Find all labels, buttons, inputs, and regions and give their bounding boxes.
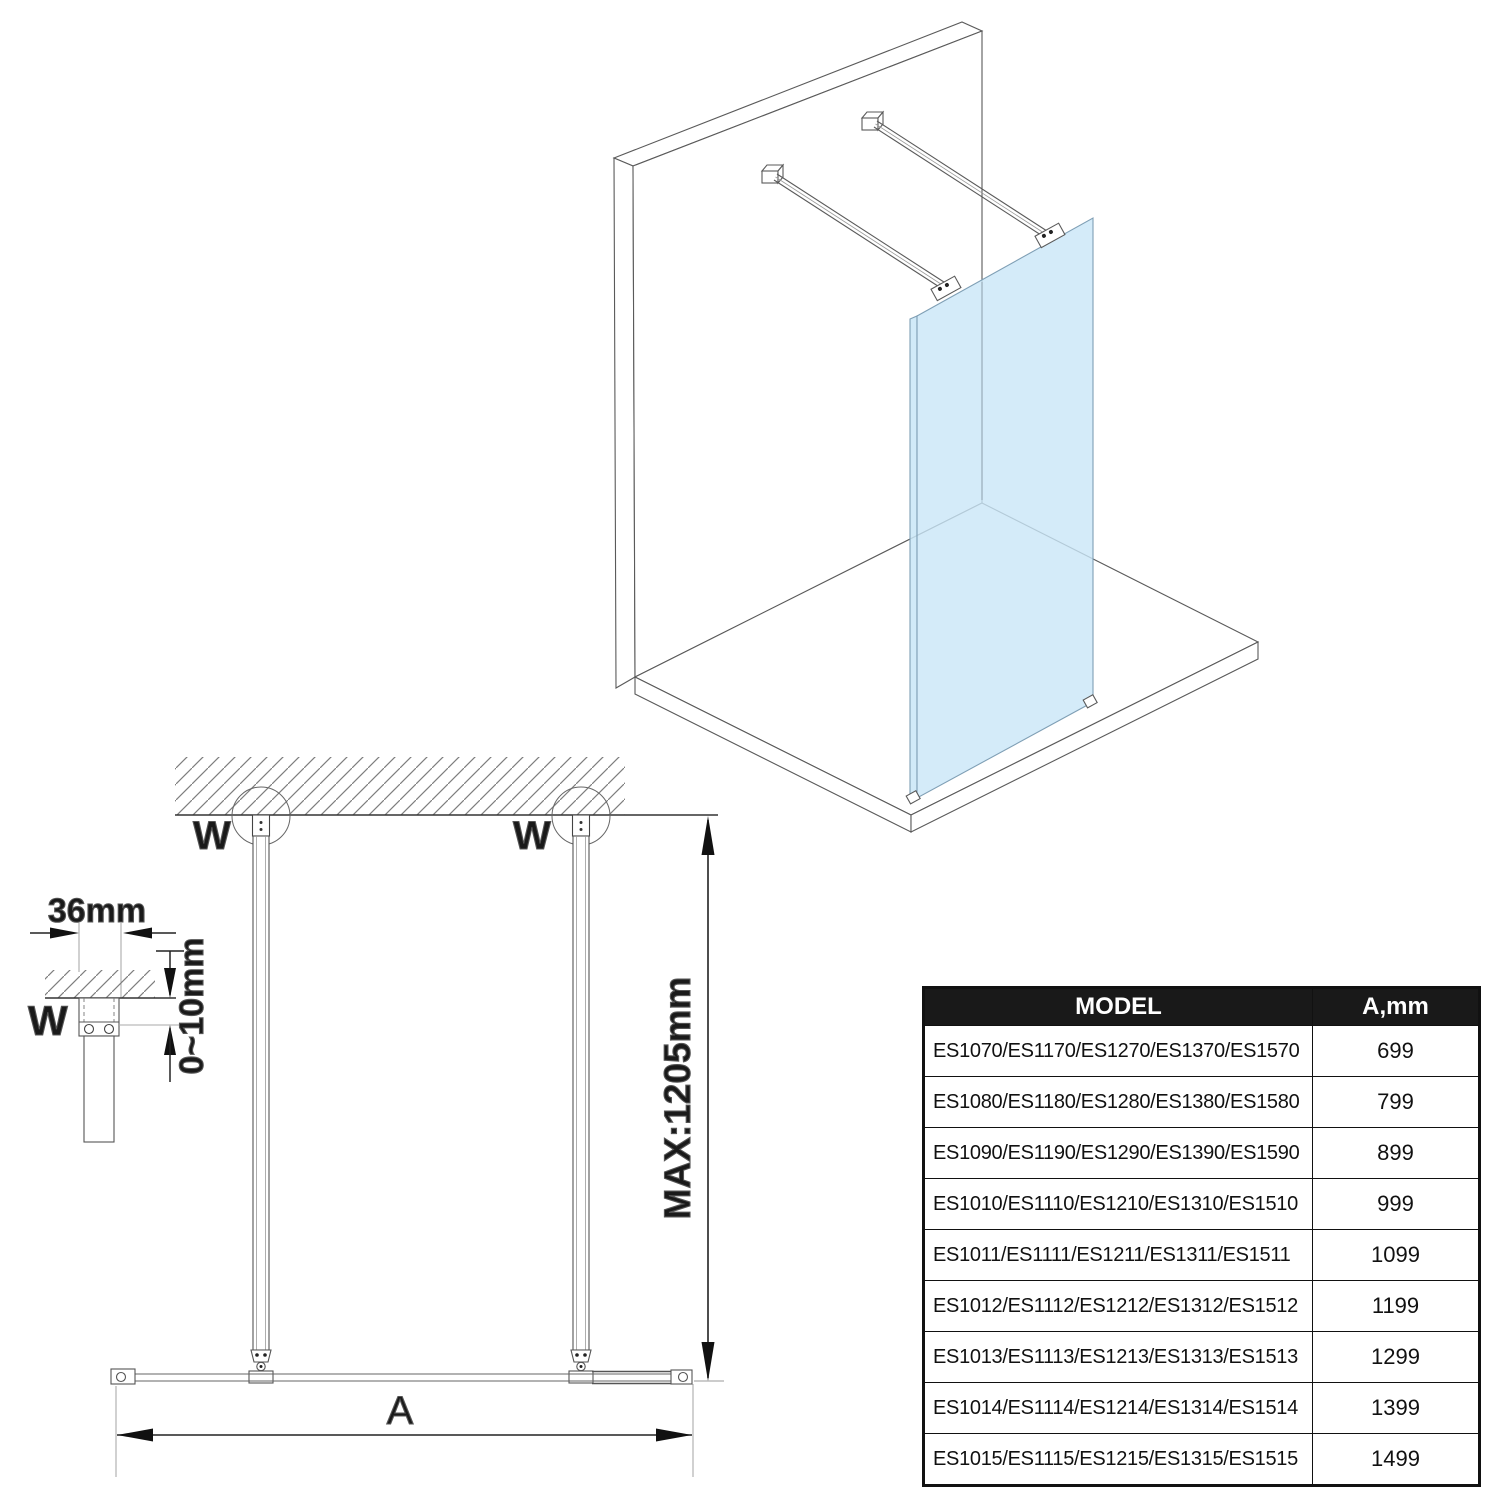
table-header-row (924, 988, 1480, 1026)
a-value: 1099 (1313, 1230, 1480, 1281)
wall-mount-label-left: W (193, 814, 231, 858)
wall-hatch (175, 757, 718, 815)
detail-width-label: 36mm (47, 892, 147, 930)
a-value: 1199 (1313, 1281, 1480, 1332)
model-size-table (922, 986, 1481, 1487)
wall-mount-label-right: W (513, 814, 551, 858)
table-row (924, 1179, 1480, 1230)
a-value: 1399 (1313, 1383, 1480, 1434)
dimension-a (116, 1384, 693, 1477)
a-value: 899 (1313, 1128, 1480, 1179)
table-row (924, 1026, 1480, 1077)
detail-gap-label: 0~10mm (173, 937, 211, 1075)
a-value: 1499 (1313, 1434, 1480, 1486)
a-value: 1299 (1313, 1332, 1480, 1383)
model-list: ES1015/ES1115/ES1215/ES1315/ES1515 (924, 1434, 1313, 1486)
model-list: ES1011/ES1111/ES1211/ES1311/ES1511 (924, 1230, 1313, 1281)
support-pole-left (249, 836, 273, 1383)
table-row (924, 1230, 1480, 1281)
wall-anchor-rear (862, 112, 883, 130)
detail-wall-mount-label: W (28, 997, 68, 1044)
table-row (924, 1281, 1480, 1332)
column-header-a-mm: A,mm (1313, 988, 1480, 1026)
column-header-model: MODEL (924, 988, 1313, 1026)
glass-panel-3d (910, 218, 1093, 801)
table-row (924, 1128, 1480, 1179)
detail-wall-hatch (45, 970, 176, 998)
table-row (924, 1434, 1480, 1486)
model-list: ES1010/ES1110/ES1210/ES1310/ES1510 (924, 1179, 1313, 1230)
detail-pole (84, 1036, 114, 1142)
isometric-view (614, 22, 1258, 832)
table-row (924, 1077, 1480, 1128)
dimension-a-label: A (386, 1389, 414, 1433)
wall-anchor-front (762, 165, 783, 183)
plan-view (111, 757, 724, 1477)
detail-bracket (79, 998, 182, 1036)
a-value: 699 (1313, 1026, 1480, 1077)
dimension-max-label: MAX:1205mm (657, 976, 698, 1220)
a-value: 999 (1313, 1179, 1480, 1230)
detail-gap-dim (156, 937, 211, 1082)
model-list: ES1070/ES1170/ES1270/ES1370/ES1570 (924, 1026, 1313, 1077)
model-list: ES1013/ES1113/ES1213/ES1313/ES1513 (924, 1332, 1313, 1383)
dimension-max (657, 816, 724, 1381)
detail-view (28, 892, 211, 1142)
table-row (924, 1383, 1480, 1434)
support-pole-right (569, 836, 593, 1383)
model-list: ES1080/ES1180/ES1280/ES1380/ES1580 (924, 1077, 1313, 1128)
a-value: 799 (1313, 1077, 1480, 1128)
model-list: ES1090/ES1190/ES1290/ES1390/ES1590 (924, 1128, 1313, 1179)
table-row (924, 1332, 1480, 1383)
model-list: ES1014/ES1114/ES1214/ES1314/ES1514 (924, 1383, 1313, 1434)
glass-top-view (111, 1369, 692, 1384)
model-list: ES1012/ES1112/ES1212/ES1312/ES1512 (924, 1281, 1313, 1332)
